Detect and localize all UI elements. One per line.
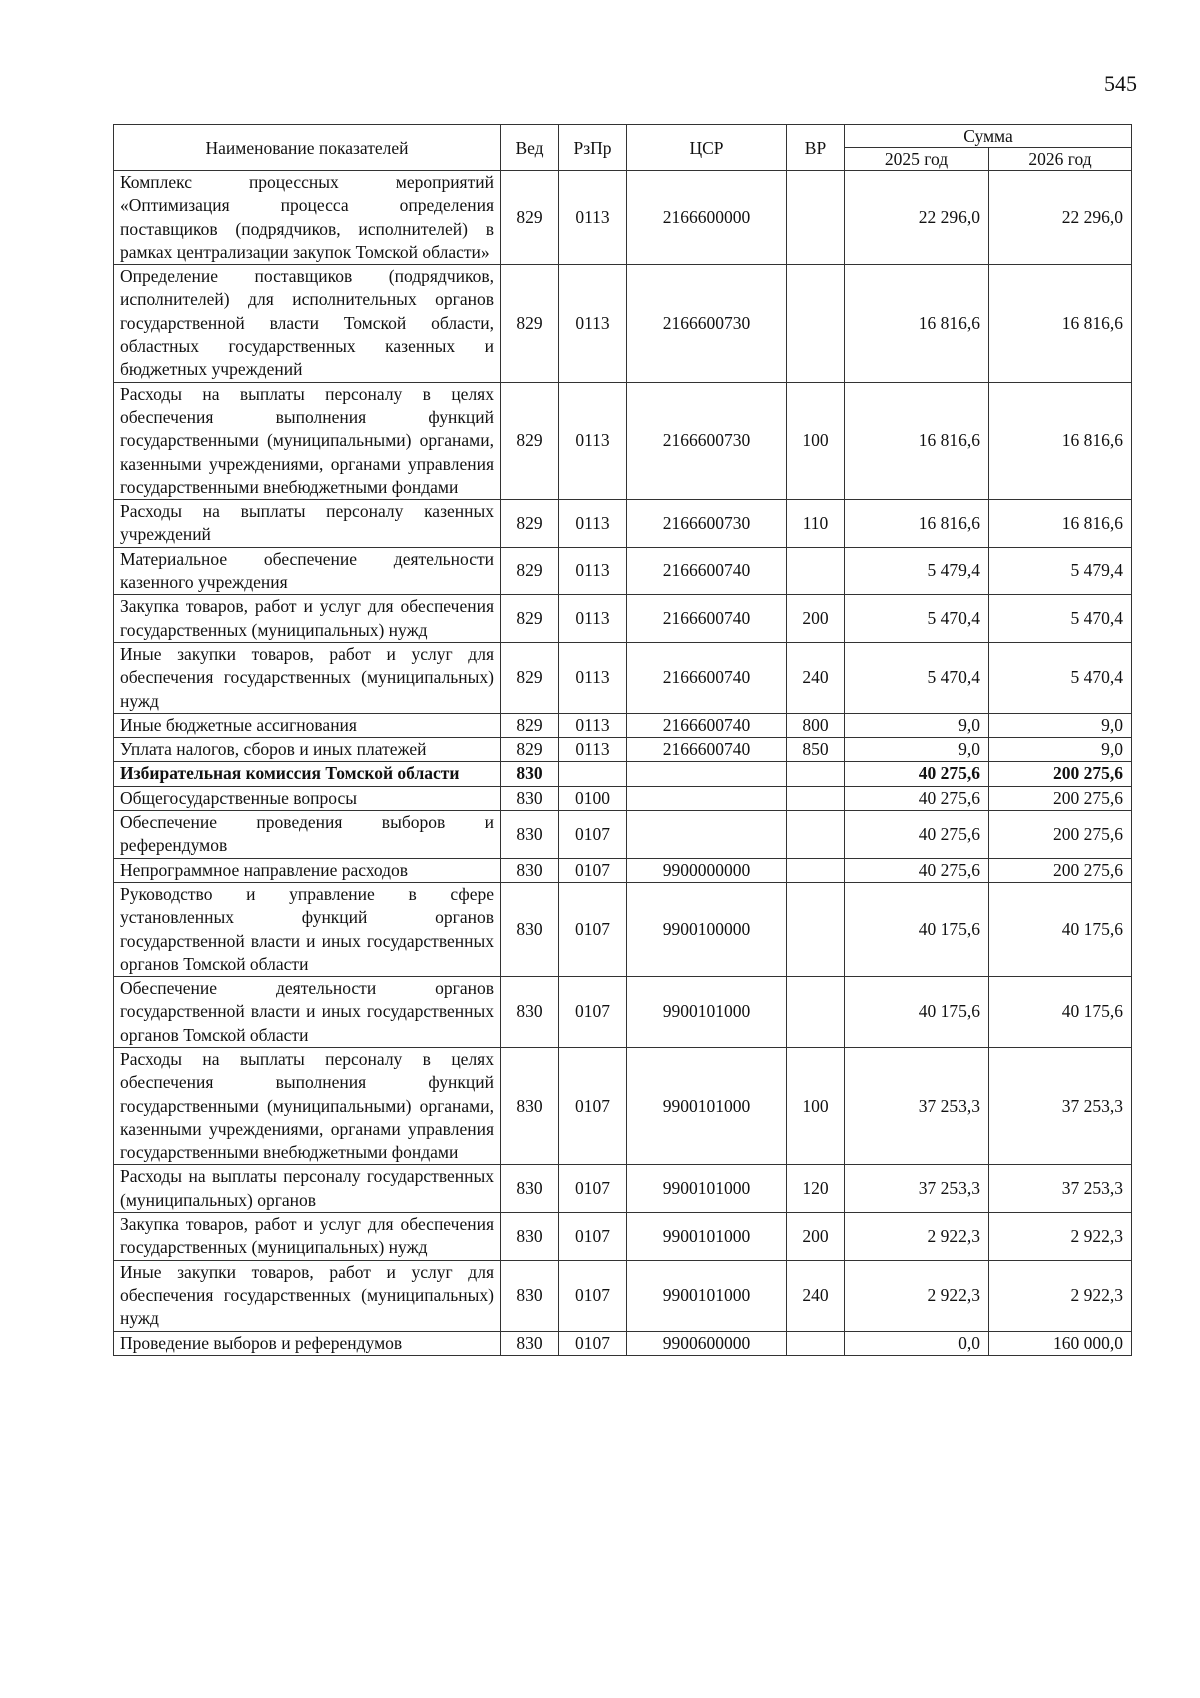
cell-amount-2026: 37 253,3: [989, 1165, 1132, 1213]
cell-name: Обеспечение проведения выборов и референдумов: [114, 811, 501, 859]
cell-rzpr: 0113: [559, 547, 627, 595]
cell-rzpr: 0113: [559, 500, 627, 548]
cell-vr: [787, 786, 845, 810]
cell-rzpr: 0107: [559, 858, 627, 882]
table-row: [114, 786, 1132, 810]
cell-vr: 100: [787, 382, 845, 499]
header-year-2026: 2026 год: [989, 148, 1132, 171]
cell-vr: 240: [787, 642, 845, 713]
cell-csr: [627, 811, 787, 859]
cell-amount-2026: 5 470,4: [989, 595, 1132, 643]
cell-rzpr: 0113: [559, 738, 627, 762]
table-row: [114, 762, 1132, 786]
header-vr: ВР: [787, 125, 845, 171]
cell-name: Определение поставщиков (подрядчиков, исполнителей) для исполнительных органов государственной власти Томской области, областных государственных казенных и бюджетных учреждений: [114, 265, 501, 382]
table-row: [114, 1331, 1132, 1355]
cell-rzpr: 0113: [559, 713, 627, 737]
cell-name: Расходы на выплаты персоналу государственных (муниципальных) органов: [114, 1165, 501, 1213]
page-number: 545: [1104, 71, 1137, 96]
cell-csr: 9900101000: [627, 1165, 787, 1213]
cell-ved: 829: [501, 171, 559, 265]
cell-vr: [787, 811, 845, 859]
cell-name: Уплата налогов, сборов и иных платежей: [114, 738, 501, 762]
table-row: [114, 547, 1132, 595]
cell-name: Проведение выборов и референдумов: [114, 1331, 501, 1355]
cell-rzpr: 0107: [559, 1047, 627, 1164]
cell-amount-2025: 16 816,6: [845, 265, 989, 382]
cell-rzpr: 0107: [559, 1213, 627, 1261]
cell-rzpr: 0100: [559, 786, 627, 810]
cell-name: Иные бюджетные ассигнования: [114, 713, 501, 737]
cell-rzpr: 0107: [559, 1165, 627, 1213]
cell-csr: [627, 786, 787, 810]
cell-vr: [787, 547, 845, 595]
cell-vr: [787, 882, 845, 976]
cell-name: Расходы на выплаты персоналу казенных учреждений: [114, 500, 501, 548]
cell-csr: 2166600730: [627, 265, 787, 382]
cell-amount-2025: 22 296,0: [845, 171, 989, 265]
cell-name: Расходы на выплаты персоналу в целях обеспечения выполнения функций государственными (муниципальными) органами, казенными учреждениями, органами управления государственными внебюджетными фондами: [114, 1047, 501, 1164]
cell-csr: 2166600000: [627, 171, 787, 265]
cell-rzpr: 0107: [559, 1331, 627, 1355]
cell-csr: 2166600730: [627, 500, 787, 548]
cell-vr: [787, 762, 845, 786]
cell-ved: 829: [501, 265, 559, 382]
header-name: Наименование показателей: [114, 125, 501, 171]
cell-amount-2025: 40 275,6: [845, 811, 989, 859]
cell-amount-2026: 37 253,3: [989, 1047, 1132, 1164]
cell-amount-2026: 160 000,0: [989, 1331, 1132, 1355]
cell-amount-2026: 5 479,4: [989, 547, 1132, 595]
cell-rzpr: 0113: [559, 382, 627, 499]
cell-amount-2026: 16 816,6: [989, 500, 1132, 548]
cell-name: Непрограммное направление расходов: [114, 858, 501, 882]
cell-ved: 829: [501, 547, 559, 595]
cell-rzpr: 0113: [559, 642, 627, 713]
cell-amount-2025: 2 922,3: [845, 1213, 989, 1261]
cell-amount-2026: 9,0: [989, 738, 1132, 762]
budget-table: [113, 124, 1132, 1356]
header-rzpr: РзПр: [559, 125, 627, 171]
cell-amount-2026: 40 175,6: [989, 882, 1132, 976]
table-row: [114, 500, 1132, 548]
cell-amount-2025: 40 275,6: [845, 762, 989, 786]
cell-csr: 9900101000: [627, 1047, 787, 1164]
table-row: [114, 858, 1132, 882]
cell-amount-2026: 2 922,3: [989, 1260, 1132, 1331]
header-csr: ЦСР: [627, 125, 787, 171]
cell-amount-2026: 2 922,3: [989, 1213, 1132, 1261]
cell-ved: 830: [501, 1047, 559, 1164]
table-row: [114, 1047, 1132, 1164]
cell-name: Расходы на выплаты персоналу в целях обеспечения выполнения функций государственными (муниципальными) органами, казенными учреждениями, органами управления государственными внебюджетными фондами: [114, 382, 501, 499]
cell-vr: 110: [787, 500, 845, 548]
cell-csr: 2166600740: [627, 547, 787, 595]
cell-csr: 9900100000: [627, 882, 787, 976]
cell-csr: 2166600740: [627, 713, 787, 737]
cell-ved: 830: [501, 977, 559, 1048]
cell-csr: 9900101000: [627, 1260, 787, 1331]
header-year-2025: 2025 год: [845, 148, 989, 171]
cell-rzpr: [559, 762, 627, 786]
cell-amount-2026: 16 816,6: [989, 382, 1132, 499]
cell-amount-2025: 2 922,3: [845, 1260, 989, 1331]
table-row: [114, 642, 1132, 713]
cell-ved: 830: [501, 1331, 559, 1355]
cell-vr: 850: [787, 738, 845, 762]
cell-amount-2025: 9,0: [845, 738, 989, 762]
cell-amount-2026: 9,0: [989, 713, 1132, 737]
cell-ved: 829: [501, 595, 559, 643]
cell-name: Комплекс процессных мероприятий «Оптимизация процесса определения поставщиков (подрядчиков, исполнителей) в рамках централизации закупок Томской области»: [114, 171, 501, 265]
cell-rzpr: 0107: [559, 977, 627, 1048]
cell-ved: 830: [501, 762, 559, 786]
table-row: [114, 1165, 1132, 1213]
cell-rzpr: 0113: [559, 265, 627, 382]
cell-amount-2025: 5 479,4: [845, 547, 989, 595]
cell-name: Иные закупки товаров, работ и услуг для обеспечения государственных (муниципальных) нужд: [114, 642, 501, 713]
cell-name: Общегосударственные вопросы: [114, 786, 501, 810]
cell-amount-2026: 5 470,4: [989, 642, 1132, 713]
cell-amount-2026: 40 175,6: [989, 977, 1132, 1048]
table-row: [114, 382, 1132, 499]
cell-vr: [787, 858, 845, 882]
table-row: [114, 811, 1132, 859]
table-row: [114, 882, 1132, 976]
cell-ved: 829: [501, 738, 559, 762]
cell-vr: 800: [787, 713, 845, 737]
cell-rzpr: 0107: [559, 811, 627, 859]
cell-name: Закупка товаров, работ и услуг для обеспечения государственных (муниципальных) нужд: [114, 1213, 501, 1261]
cell-amount-2025: 40 175,6: [845, 882, 989, 976]
cell-csr: [627, 762, 787, 786]
cell-vr: 120: [787, 1165, 845, 1213]
cell-csr: 2166600740: [627, 642, 787, 713]
cell-csr: 9900600000: [627, 1331, 787, 1355]
cell-name: Обеспечение деятельности органов государственной власти и иных государственных органов Томской области: [114, 977, 501, 1048]
cell-ved: 830: [501, 811, 559, 859]
header-ved: Вед: [501, 125, 559, 171]
cell-rzpr: 0113: [559, 171, 627, 265]
cell-amount-2026: 200 275,6: [989, 858, 1132, 882]
table-row: [114, 265, 1132, 382]
cell-amount-2026: 22 296,0: [989, 171, 1132, 265]
cell-amount-2025: 40 275,6: [845, 858, 989, 882]
cell-ved: 829: [501, 500, 559, 548]
cell-amount-2025: 40 175,6: [845, 977, 989, 1048]
cell-ved: 830: [501, 1213, 559, 1261]
cell-name: Иные закупки товаров, работ и услуг для обеспечения государственных (муниципальных) нужд: [114, 1260, 501, 1331]
cell-ved: 830: [501, 858, 559, 882]
cell-csr: 2166600740: [627, 738, 787, 762]
cell-ved: 830: [501, 786, 559, 810]
cell-csr: 2166600740: [627, 595, 787, 643]
cell-name: Избирательная комиссия Томской области: [114, 762, 501, 786]
cell-amount-2025: 0,0: [845, 1331, 989, 1355]
cell-vr: [787, 171, 845, 265]
cell-amount-2025: 9,0: [845, 713, 989, 737]
cell-name: Материальное обеспечение деятельности казенного учреждения: [114, 547, 501, 595]
cell-csr: 9900000000: [627, 858, 787, 882]
table-row: [114, 171, 1132, 265]
cell-vr: [787, 1331, 845, 1355]
cell-vr: 200: [787, 1213, 845, 1261]
cell-amount-2025: 16 816,6: [845, 500, 989, 548]
cell-name: Руководство и управление в сфере установленных функций органов государственной власти и иных государственных органов Томской области: [114, 882, 501, 976]
cell-rzpr: 0107: [559, 882, 627, 976]
table-row: [114, 1213, 1132, 1261]
cell-vr: [787, 265, 845, 382]
cell-ved: 829: [501, 713, 559, 737]
cell-amount-2025: 37 253,3: [845, 1165, 989, 1213]
table-row: [114, 713, 1132, 737]
cell-ved: 830: [501, 882, 559, 976]
cell-rzpr: 0113: [559, 595, 627, 643]
cell-vr: 200: [787, 595, 845, 643]
cell-csr: 9900101000: [627, 977, 787, 1048]
cell-csr: 2166600730: [627, 382, 787, 499]
cell-rzpr: 0107: [559, 1260, 627, 1331]
cell-name: Закупка товаров, работ и услуг для обеспечения государственных (муниципальных) нужд: [114, 595, 501, 643]
cell-ved: 829: [501, 382, 559, 499]
cell-csr: 9900101000: [627, 1213, 787, 1261]
cell-ved: 829: [501, 642, 559, 713]
cell-vr: 240: [787, 1260, 845, 1331]
cell-amount-2026: 16 816,6: [989, 265, 1132, 382]
table-row: [114, 595, 1132, 643]
table-row: [114, 977, 1132, 1048]
cell-amount-2026: 200 275,6: [989, 786, 1132, 810]
cell-vr: 100: [787, 1047, 845, 1164]
cell-amount-2026: 200 275,6: [989, 811, 1132, 859]
cell-ved: 830: [501, 1165, 559, 1213]
cell-amount-2025: 37 253,3: [845, 1047, 989, 1164]
header-sum: Сумма: [845, 125, 1132, 148]
cell-amount-2025: 5 470,4: [845, 595, 989, 643]
cell-amount-2025: 5 470,4: [845, 642, 989, 713]
cell-amount-2025: 40 275,6: [845, 786, 989, 810]
table-row: [114, 738, 1132, 762]
cell-vr: [787, 977, 845, 1048]
table-row: [114, 1260, 1132, 1331]
cell-ved: 830: [501, 1260, 559, 1331]
cell-amount-2025: 16 816,6: [845, 382, 989, 499]
cell-amount-2026: 200 275,6: [989, 762, 1132, 786]
table-body: [114, 171, 1132, 1356]
